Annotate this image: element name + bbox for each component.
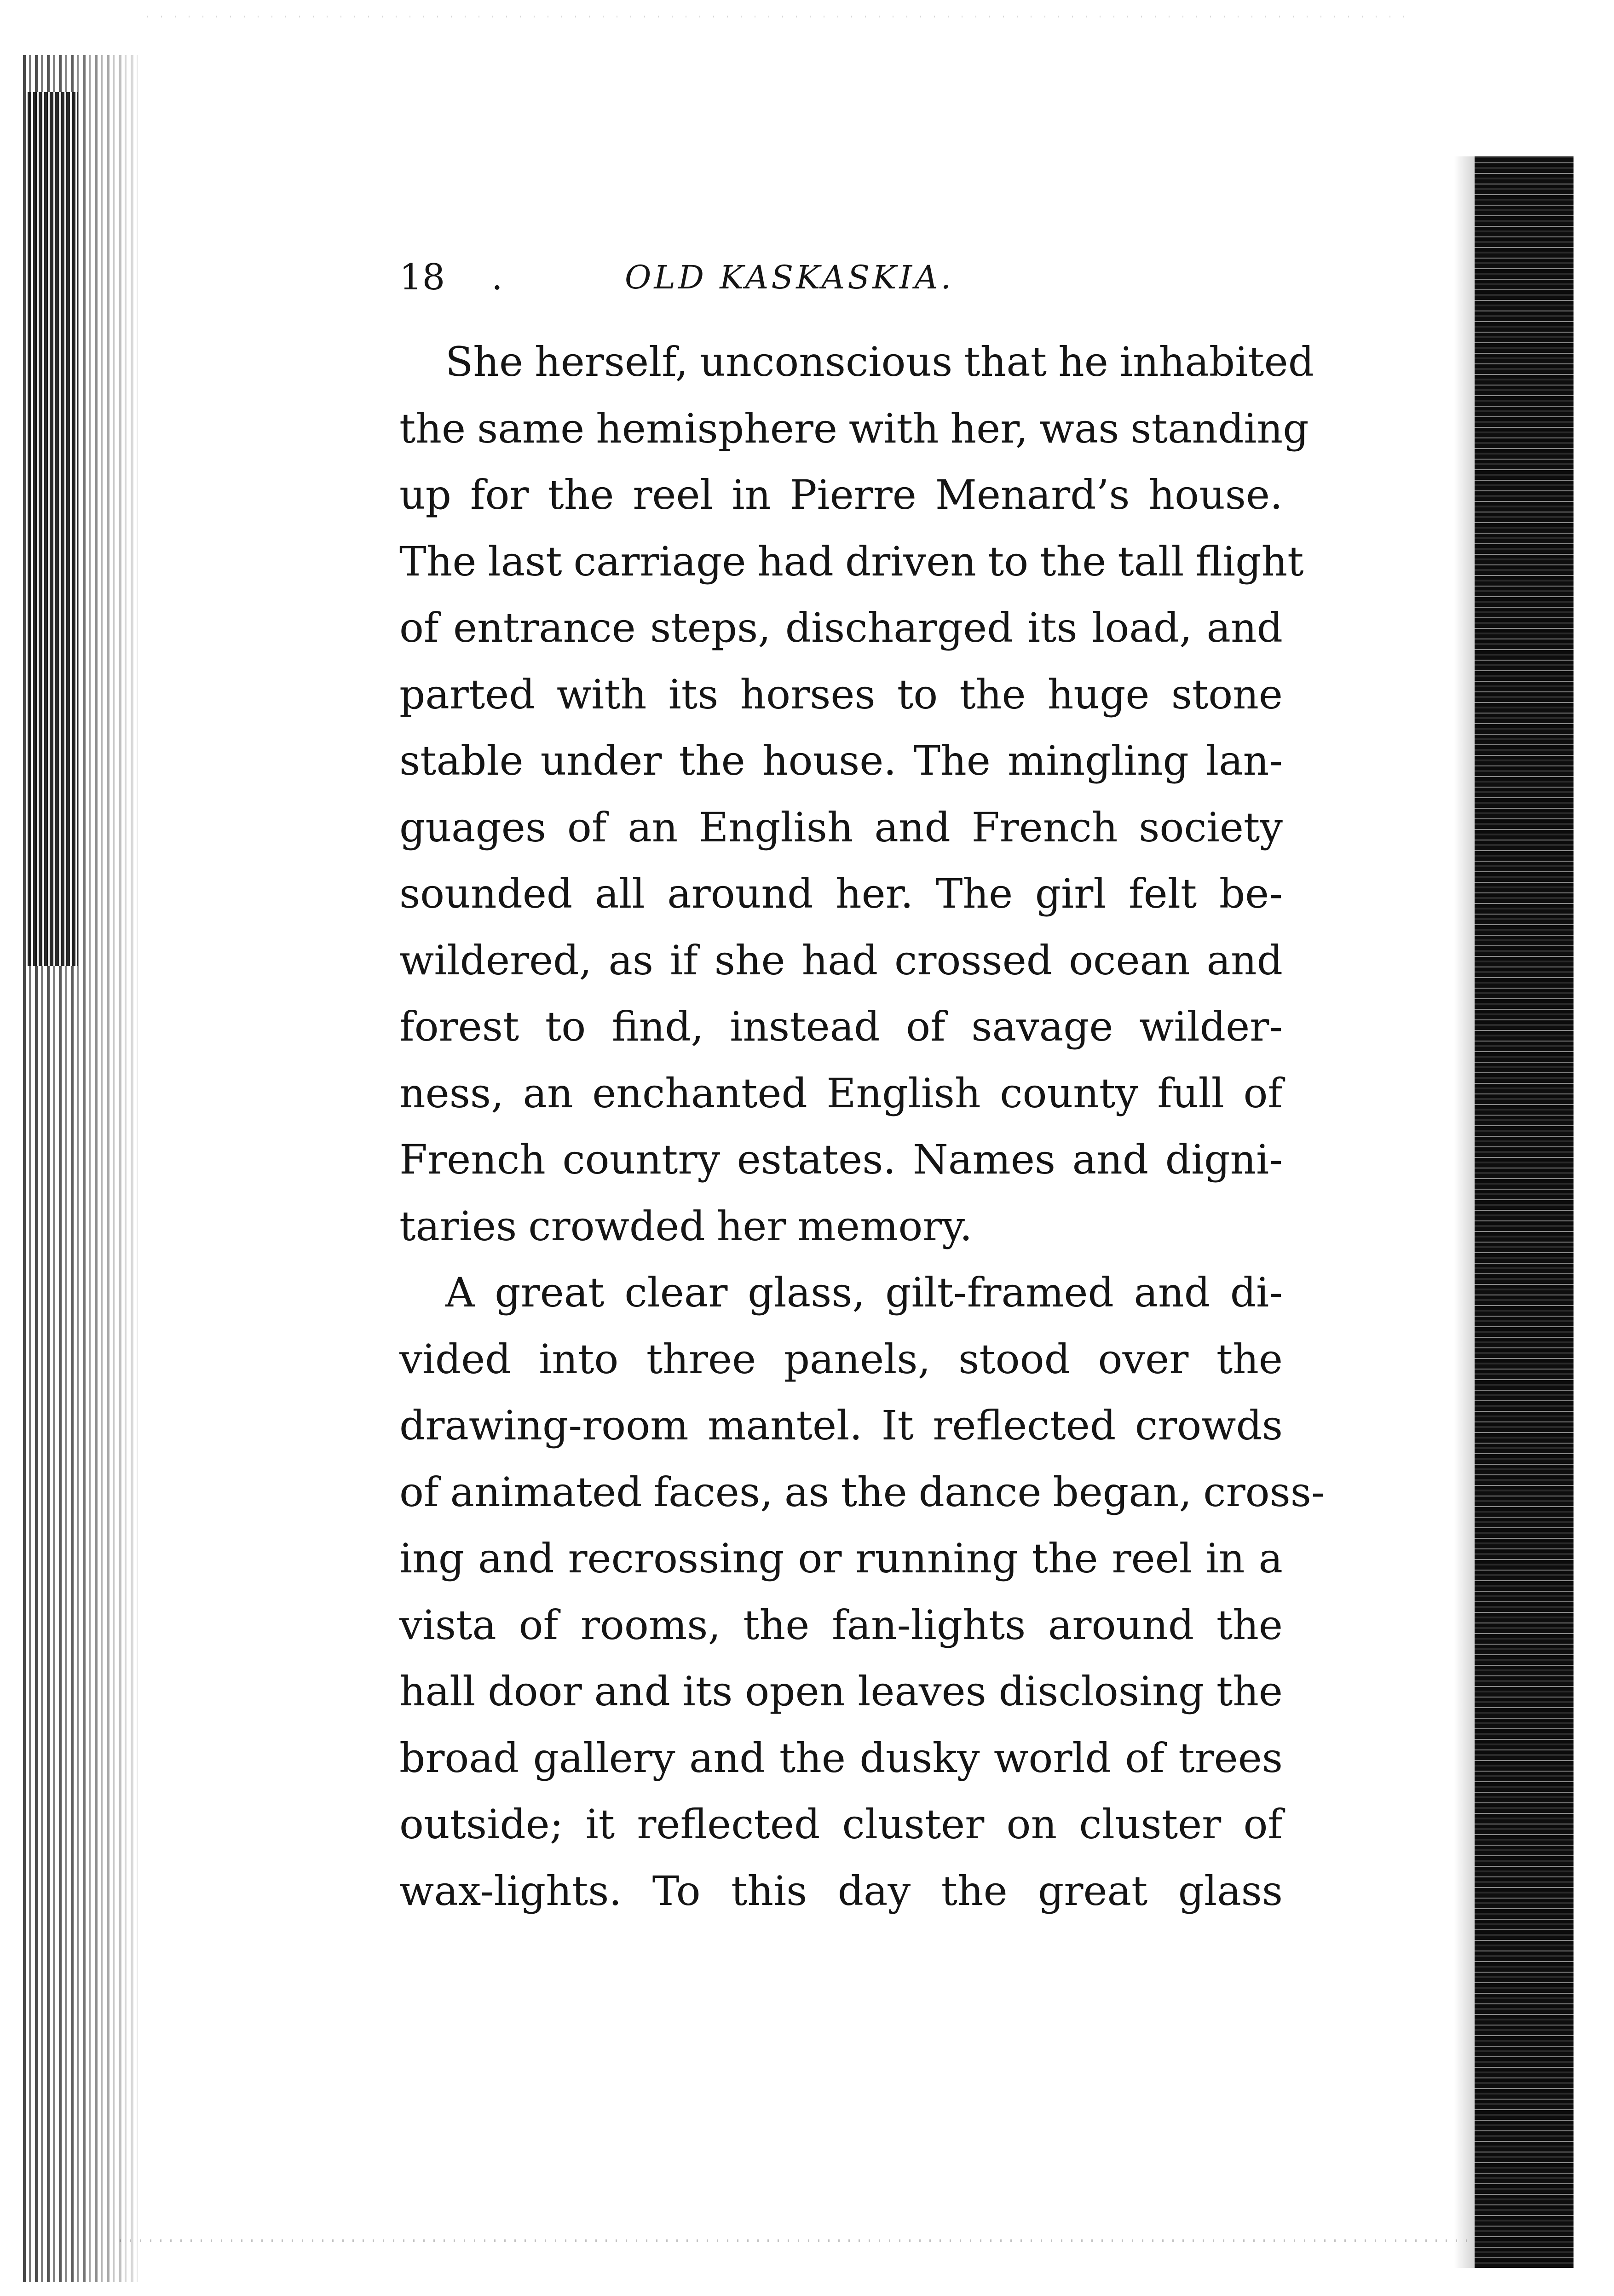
text-line: guages of an English and French society — [399, 803, 1283, 851]
text-line: of entrance steps, discharged its load, and — [399, 604, 1283, 651]
text-line: hall door and its open leaves disclosing the — [399, 1668, 1283, 1715]
text-line-paragraph-end: taries crowded her memory. — [399, 1202, 973, 1250]
text-line: vided into three panels, stood over the — [399, 1335, 1283, 1383]
text-line: She herself, unconscious that he inhabited — [445, 338, 1314, 386]
text-line: stable under the house. The mingling lan- — [399, 737, 1283, 784]
text-line: parted with its horses to the huge stone — [399, 670, 1283, 718]
text-line: vista of rooms, the fan-lights around the — [399, 1601, 1283, 1649]
text-line: The last carriage had driven to the tall flight — [399, 537, 1304, 585]
body-text — [399, 329, 1325, 1924]
text-line: of animated faces, as the dance began, cross- — [399, 1468, 1325, 1516]
running-head — [399, 252, 1283, 303]
scan-speckle-top — [147, 16, 1417, 17]
page-number: 18 — [399, 257, 445, 298]
text-line: French country estates. Names and digni- — [399, 1136, 1283, 1183]
text-line: wildered, as if she had crossed ocean and — [399, 936, 1283, 984]
fore-edge-right — [1475, 156, 1574, 2268]
text-line: the same hemisphere with her, was standing — [399, 404, 1309, 452]
text-line: ness, an enchanted English county full of — [399, 1069, 1283, 1117]
text-line: drawing-room mantel. It reflected crowds — [399, 1402, 1283, 1449]
text-line: up for the reel in Pierre Menard’s house. — [399, 471, 1283, 518]
text-line: outside; it reflected cluster on cluster of — [399, 1801, 1283, 1848]
text-line: ing and recrossing or running the reel in a — [399, 1535, 1283, 1582]
running-head-separator: . — [491, 257, 503, 298]
text-line: wax-lights. To this day the great glass — [399, 1867, 1283, 1915]
text-line: sounded all around her. The girl felt be- — [399, 870, 1283, 917]
binding-edge-left-dark — [28, 92, 78, 966]
running-title: OLD KASKASKIA. — [625, 259, 954, 296]
text-line: forest to find, instead of savage wilder- — [399, 1003, 1283, 1050]
text-line: broad gallery and the dusky world of trees — [399, 1734, 1283, 1782]
scan-speckle-bottom — [120, 2239, 1472, 2242]
text-line: A great clear glass, gilt-framed and di- — [445, 1269, 1283, 1316]
